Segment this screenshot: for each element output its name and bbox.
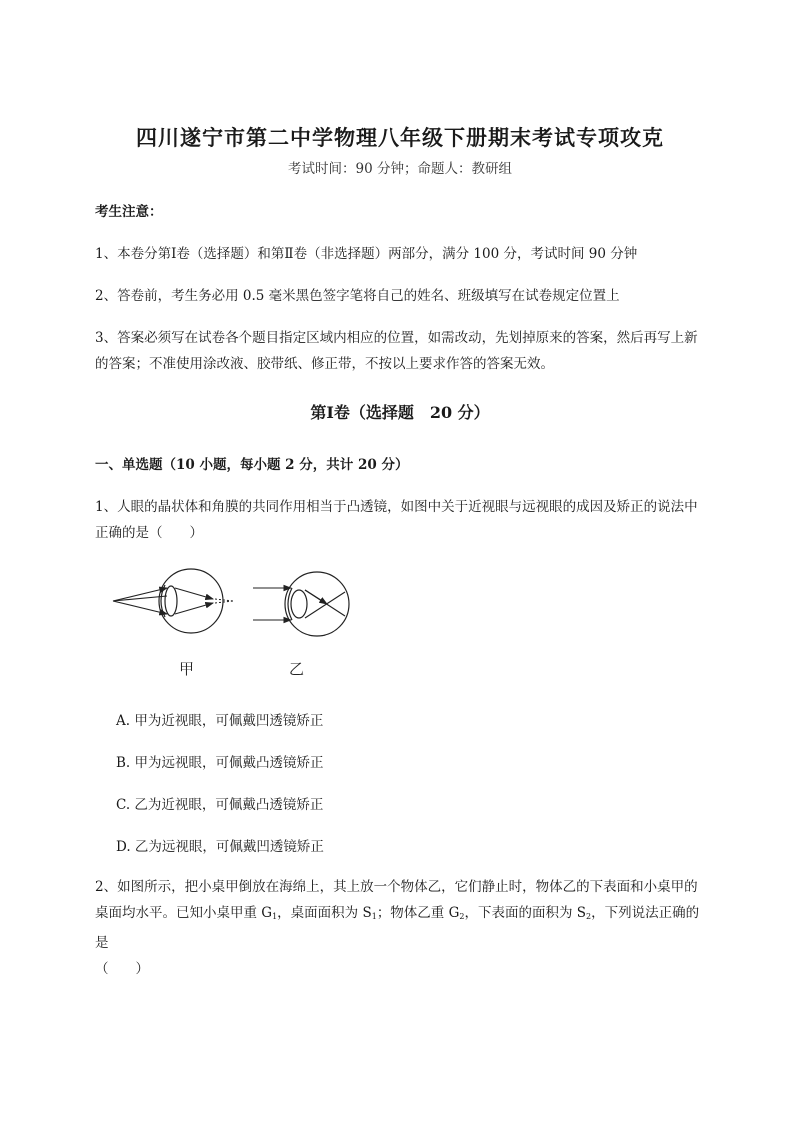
eye-diagram-figure [105, 566, 365, 686]
note-item-1: 1、本卷分第Ⅰ卷（选择题）和第Ⅱ卷（非选择题）两部分，满分 100 分，考试时间 90 分钟 [95, 246, 638, 262]
figure-label-yi: 乙 [289, 660, 305, 678]
part-heading: 一、单选题（10 小题，每小题 2 分，共计 20 分） [95, 457, 409, 473]
note-item-3: 3、答案必须写在试卷各个题目指定区域内相应的位置，如需改动，先划掉原来的答案，然后再写上新的答案；不准使用涂改液、胶带纸、修正带，不按以上要求作答的答案无效。 [95, 330, 698, 372]
q2-sub-4: 2 [586, 912, 592, 921]
note-item-2: 2、答卷前，考生务必用 0.5 毫米黑色签字笔将自己的姓名、班级填写在试卷规定位置上 [95, 288, 620, 304]
q2-sub-1: 1 [272, 912, 278, 921]
option-b[interactable]: B. 甲为远视眼，可佩戴凸透镜矫正 [116, 755, 324, 771]
q2-text-b: ，桌面面积为 S [277, 905, 372, 921]
option-a[interactable]: A. 甲为近视眼，可佩戴凹透镜矫正 [116, 713, 324, 729]
q2-sub-3: 2 [459, 912, 465, 921]
question-2-line-2 [95, 900, 705, 956]
q2-text-a: 桌面均水平。已知小桌甲重 G [95, 905, 273, 921]
eye-diagram-jia [113, 569, 233, 633]
option-d[interactable]: D. 乙为远视眼，可佩戴凹透镜矫正 [116, 839, 324, 855]
q2-text-e: ，下列说法正确的是 [95, 905, 700, 951]
option-c[interactable]: C. 乙为近视眼，可佩戴凸透镜矫正 [116, 797, 324, 813]
notes-heading: 考生注意： [95, 204, 163, 220]
eye-diagram-yi [253, 572, 349, 636]
question-2-stem [95, 874, 705, 982]
q2-text-d: ，下表面的面积为 S [464, 905, 587, 921]
section-title: 第Ⅰ卷（选择题 20 分） [310, 403, 490, 422]
question-1-stem: 1、人眼的晶状体和角膜的共同作用相当于凸透镜，如图中关于近视眼与远视眼的成因及矫正的说法中正确的是（ ） [95, 499, 698, 541]
question-2-line-1: 2、如图所示，把小桌甲倒放在海绵上，其上放一个物体乙，它们静止时，物体乙的下表面和小桌甲的 [95, 879, 698, 895]
question-2-line-3: （ ） [95, 961, 149, 977]
figure-label-jia: 甲 [179, 660, 195, 678]
q2-sub-2: 1 [371, 912, 377, 921]
q2-text-c: ；物体乙重 G [376, 905, 460, 921]
exam-info: 考试时间：90 分钟；命题人：教研组 [288, 161, 512, 177]
page-title: 四川遂宁市第二中学物理八年级下册期末考试专项攻克 [136, 125, 664, 150]
